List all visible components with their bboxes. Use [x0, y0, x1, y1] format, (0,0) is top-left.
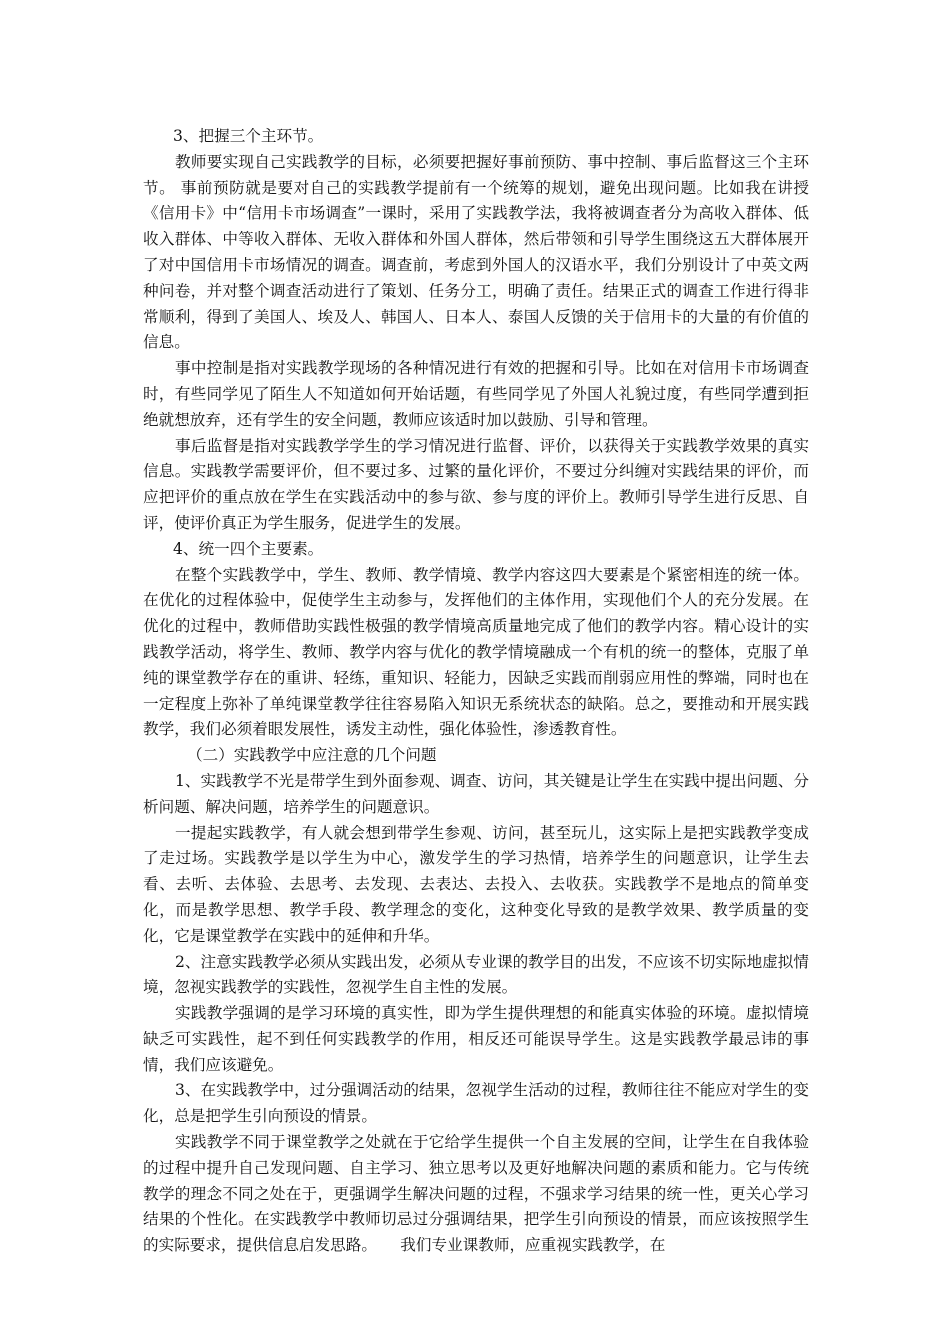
issue-1-heading: 1、实践教学不光是带学生到外面参观、调查、访问，其关键是让学生在实践中提出问题、分析问题、解决问题，培养学生的问题意识。 [143, 771, 809, 816]
issue-1-paragraph: 一提起实践教学，有人就会想到带学生参观、访问，甚至玩儿，这实际上是把实践教学变成了走过场。实践教学是以学生为中心，激发学生的学习热情，培养学生的问题意识，让学生去看、去听、去体验、去思考、去发现、去表达、去投入、去收获。实践教学不是地点的简单变化，而是教学思想、教学手段、教学理念的变化，这种变化导致的是教学效果、教学质量的变化，它是课堂教学在实践中的延伸和升华。 [143, 823, 809, 945]
section-heading-4: 4、统一四个主要素。 [173, 539, 324, 558]
issue-3-paragraph: 实践教学不同于课堂教学之处就在于它给学生提供一个自主发展的空间，让学生在自我体验的过程中提升自己发现问题、自主学习、独立思考以及更好地解决问题的素质和能力。它与传统教学的理念不同之处在于，更强调学生解决问题的过程，不强求学习结果的统一性，更关心学习结果的个性化。在实践教学中教师切忌过分强调结果，把学生引向预设的情景，而应该按照学生的实际要求，提供信息启发思路。 我们专业课教师，应重视实践教学，在 [143, 1133, 809, 1255]
subsection-heading-issues: （二）实践教学中应注意的几个问题 [187, 746, 437, 765]
paragraph-pre-event-prevention: 教师要实现自己实践教学的目标，必须要把握好事前预防、事中控制、事后监督这三个主环节。 事前预防就是要对自己的实践教学提前有一个统筹的规划，避免出现问题。比如我在讲授《信用卡》中“信用卡市场调查”一课时，采用了实践教学法，我将被调查者分为高收入群体、低收入群体、中等收入群体、无收入群体和外国人群体，然后带领和引导学生围绕这五大群体展开了对中国信用卡市场情况的调查。调查前，考虑到外国人的汉语水平，我们分别设计了中英文两种问卷，并对整个调查活动进行了策划、任务分工，明确了责任。结果正式的调查工作进行得非常顺利，得到了美国人、埃及人、韩国人、日本人、泰国人反馈的关于信用卡的大量的有价值的信息。 [143, 152, 809, 352]
issue-2-paragraph: 实践教学强调的是学习环境的真实性，即为学生提供理想的和能真实体验的环境。虚拟情境缺乏可实践性，起不到任何实践教学的作用，相反还可能误导学生。这是实践教学最忌讳的事情，我们应该避免。 [143, 1004, 809, 1074]
document-body [143, 124, 809, 1259]
paragraph-in-event-control: 事中控制是指对实践教学现场的各种情况进行有效的把握和引导。比如在对信用卡市场调查时，有些同学见了陌生人不知道如何开始话题，有些同学见了外国人礼貌过度，有些同学遭到拒绝就想放弃，还有学生的安全问题，教师应该适时加以鼓励、引导和管理。 [143, 359, 809, 429]
paragraph-four-elements: 在整个实践教学中，学生、教师、教学情境、教学内容这四大要素是个紧密相连的统一体。在优化的过程体验中，促使学生主动参与，发挥他们的主体作用，实现他们个人的充分发展。在优化的过程中，教师借助实践性极强的教学情境高质量地完成了他们的教学内容。精心设计的实践教学活动，将学生、教师、教学内容与优化的教学情境融成一个有机的统一的整体，克服了单纯的课堂教学存在的重讲、轻练，重知识、轻能力，因缺乏实践而削弱应用性的弊端，同时也在一定程度上弥补了单纯课堂教学往往容易陷入知识无系统状态的缺陷。总之，要推动和开展实践教学，我们必须着眼发展性，诱发主动性，强化体验性，渗透教育性。 [143, 565, 809, 739]
section-heading-3: 3、把握三个主环节。 [173, 127, 324, 145]
issue-3-heading: 3、在实践教学中，过分强调活动的结果，忽视学生活动的过程，教师往往不能应对学生的变化，总是把学生引向预设的情景。 [143, 1081, 809, 1126]
paragraph-post-event-supervision: 事后监督是指对实践教学学生的学习情况进行监督、评价，以获得关于实践教学效果的真实信息。实践教学需要评价，但不要过多、过繁的量化评价，不要过分纠缠对实践结果的评价，而应把评价的重点放在学生在实践活动中的参与欲、参与度的评价上。教师引导学生进行反思、自评，使评价真正为学生服务，促进学生的发展。 [143, 436, 809, 532]
issue-2-heading: 2、注意实践教学必须从实践出发，必须从专业课的教学目的出发，不应该不切实际地虚拟情境，忽视实践教学的实践性，忽视学生自主性的发展。 [143, 952, 809, 997]
